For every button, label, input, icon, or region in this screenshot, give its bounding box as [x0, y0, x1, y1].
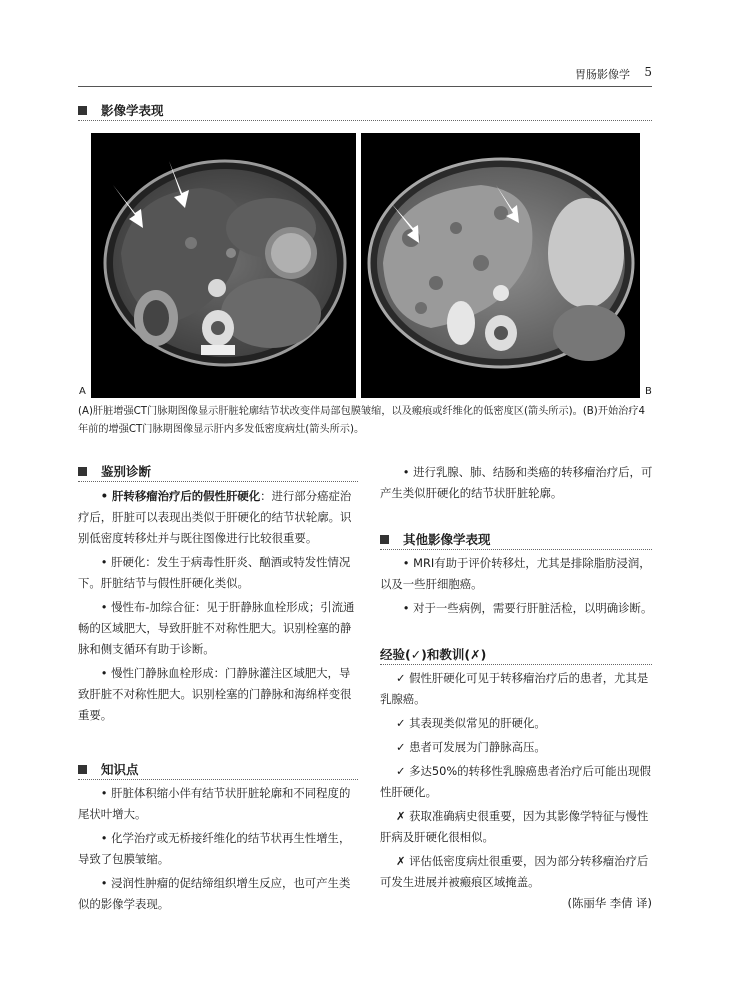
differential-list: [78, 486, 360, 729]
list-item: ✓ 多达50%的转移性乳腺癌患者治疗后可能出现假性肝硬化。: [380, 764, 651, 799]
lessons-heading: 经验(✓)和教训(✗): [380, 647, 487, 662]
list-item: ✓ 假性肝硬化可见于转移瘤治疗后的患者，尤其是乳腺癌。: [380, 671, 649, 706]
imaging-heading-text: 影像学表现: [101, 103, 164, 118]
panel-label-b: B: [645, 386, 652, 397]
running-header: [78, 62, 652, 87]
list-item: • 进行乳腺、肺、结肠和类癌的转移瘤治疗后，可产生类似肝硬化的结节状肝脏轮廓。: [380, 465, 653, 500]
list-item: • 慢性门静脉血栓形成：门静脉灌注区域肥大，导致肝脏不对称性肥大。识别栓塞的门静脉和海绵样变很重要。: [78, 666, 352, 722]
list-item: • 对于一些病例，需要行肝脏活检，以明确诊断。: [402, 601, 653, 615]
list-item: • 肝硬化：发生于病毒性肝炎、酗酒或特发性情况下。肝脏结节与假性肝硬化类似。: [78, 555, 351, 590]
knowledge-list: [78, 783, 360, 918]
imaging-heading: [78, 101, 164, 119]
knowledge-heading-text: 知识点: [101, 762, 139, 777]
differential-heading: [78, 462, 151, 480]
figure-caption: (A)肝脏增强CT门脉期图像显示肝脏轮廓结节状改变伴局部包膜皱缩，以及瘢痕或纤维化的低密度区(箭头所示)。(B)开始治疗4年前的增强CT门脉期图像显示肝内多发低密度病灶(箭头所示)。: [78, 406, 645, 435]
list-item-bold: • 肝转移瘤治疗后的假性肝硬化: [100, 489, 261, 503]
list-item: • 慢性布-加综合征：见于肝静脉血栓形成；引流通畅的区域肥大，导致肝脏不对称性肥大。识别栓塞的静脉和侧支循环有助于诊断。: [78, 600, 355, 656]
lessons-list: [380, 668, 654, 896]
list-item: ✓ 其表现类似常见的肝硬化。: [395, 716, 546, 730]
list-item-text: ：进行部分癌症治疗后，肝脏可以表现出类似于肝硬化的结节状轮廓。识别低密度转移灶并与既往图像进行比较很重要。: [78, 489, 352, 545]
section-divider: [78, 779, 358, 780]
other-imaging-heading-text: 其他影像学表现: [403, 532, 491, 547]
ct-scan-b-drawing: [361, 133, 640, 398]
ct-scan-a-drawing: [91, 133, 356, 398]
ct-image-b: [361, 133, 640, 398]
section-divider: [78, 120, 652, 121]
square-bullet-icon: [78, 467, 87, 476]
list-item: [78, 486, 360, 549]
section-divider: [380, 664, 652, 665]
section-divider: [78, 481, 358, 482]
list-item: • 肝脏体积缩小伴有结节状肝脏轮廓和不同程度的尾状叶增大。: [78, 786, 351, 821]
metastasis-note: [380, 462, 654, 507]
other-imaging-list: [380, 553, 654, 622]
list-item: ✗ 评估低密度病灶很重要，因为部分转移瘤治疗后可发生进展并被瘢痕区域掩盖。: [380, 854, 649, 889]
square-bullet-icon: [78, 106, 87, 115]
list-item: ✓ 患者可发展为门静脉高压。: [395, 740, 546, 754]
list-item: • 浸润性肿瘤的促结缔组织增生反应，也可产生类似的影像学表现。: [78, 876, 351, 911]
translator-credit: (陈丽华 李倩 译): [567, 896, 652, 910]
panel-label-a: A: [79, 386, 86, 397]
other-imaging-heading: [380, 530, 491, 548]
list-item: • MRI有助于评价转移灶，尤其是排除脂肪浸润，以及一些肝细胞癌。: [380, 556, 651, 591]
page-number: 5: [644, 65, 652, 79]
square-bullet-icon: [380, 535, 389, 544]
ct-image-a: [91, 133, 356, 398]
differential-heading-text: 鉴别诊断: [101, 464, 152, 479]
square-bullet-icon: [78, 765, 87, 774]
book-title: 胃肠影像学: [575, 68, 630, 81]
knowledge-heading: [78, 760, 139, 778]
list-item: • 化学治疗或无桥接纤维化的结节状再生性增生，导致了包膜皱缩。: [78, 831, 351, 866]
list-item: ✗ 获取准确病史很重要，因为其影像学特征与慢性肝病及肝硬化很相似。: [380, 809, 649, 844]
section-divider: [380, 549, 652, 550]
